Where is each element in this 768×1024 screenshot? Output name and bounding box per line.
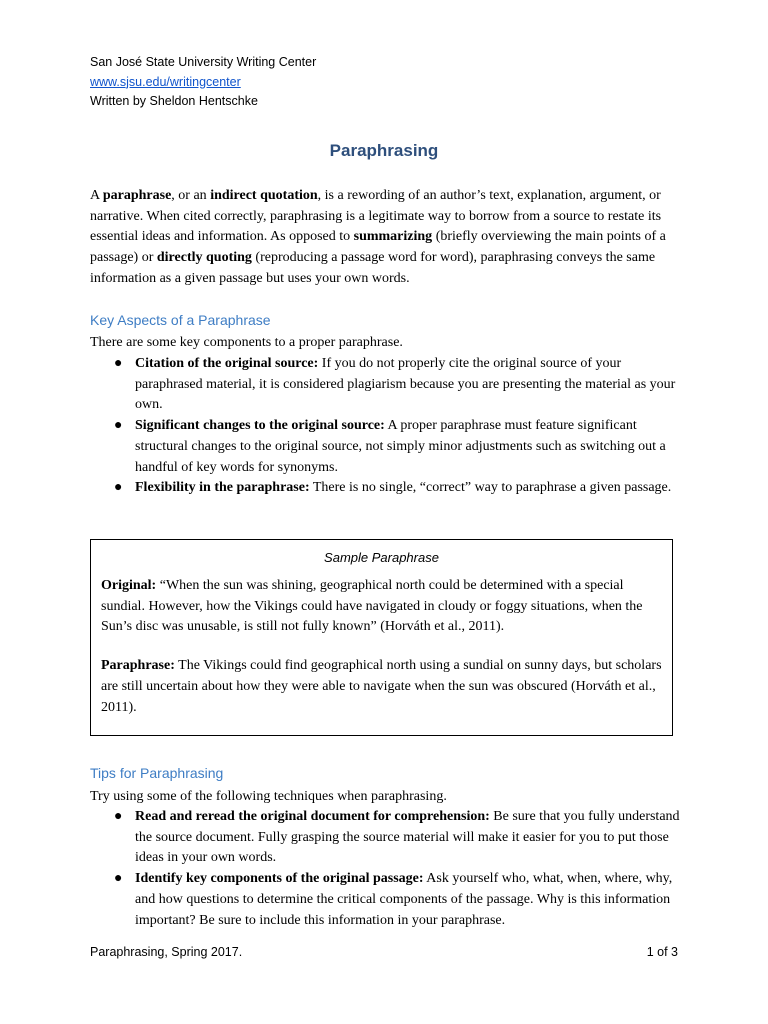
original-quote: Original: “When the sun was shining, geographical north could be determined with a special sundial. However, how the Vikings could have navigated in cloudy or foggy situations, when the Sun’s disc was unusable, is still not fully known” (Horváth et al., 2011).	[101, 578, 643, 635]
key-aspects-heading: Key Aspects of a Paraphrase	[90, 312, 271, 328]
org-name: San José State University Writing Center	[90, 55, 317, 69]
tips-heading: Tips for Paraphrasing	[90, 765, 224, 781]
sample-title: Sample Paraphrase	[324, 550, 439, 565]
bullet-icon: ●	[114, 809, 123, 824]
key-aspects-list	[90, 354, 680, 499]
intro-paragraph: A paraphrase, or an indirect quotation, is a rewording of an author’s text, explanation, argument, or narrative. When cited correctly, paraphrasing is a legitimate way to borrow from a source to restate its essential ideas and information. As opposed to summarizing (briefly overviewing the main points of a passage) or directly quoting (reproducing a passage word for word), paraphrasing conveys the same information as a given passage but uses your own words.	[90, 188, 666, 286]
bullet-icon: ●	[114, 356, 123, 371]
list-item: ● Citation of the original source: If you do not properly cite the original source of your paraphrased material, it is considered plagiarism because you are presenting the material as your own.	[114, 356, 676, 413]
tips-list	[90, 807, 680, 931]
list-item: ● Flexibility in the paraphrase: There is no single, “correct” way to paraphrase a given passage.	[90, 478, 680, 499]
footer-note: Paraphrasing, Spring 2017.	[90, 945, 243, 959]
key-aspects-lead: There are some key components to a proper paraphrase.	[90, 335, 403, 350]
page-number: 1 of 3	[646, 945, 678, 959]
list-item: ● Read and reread the original document for comprehension: Be sure that you fully understand the source document. Fully grasping the source material will make it easier for you to put those ideas in your own words.	[114, 809, 680, 866]
list-item: ● Significant changes to the original source: A proper paraphrase must feature significant structural changes to the original source, not simply minor adjustments such as switching out a handful of key words for synonyms.	[114, 418, 666, 475]
sample-paraphrase-box	[90, 539, 673, 736]
tips-lead: Try using some of the following techniques when paraphrasing.	[90, 789, 447, 804]
document-header	[90, 53, 316, 112]
bullet-icon: ●	[114, 871, 123, 887]
list-item: ● Identify key components of the original passage: Ask yourself who, what, when, where, why, and how questions to determine the critical components of the passage. Why is this information important? Be sure to include this information in your paraphrase.	[114, 871, 673, 928]
bullet-icon: ●	[114, 480, 123, 496]
author-line: Written by Sheldon Hentschke	[90, 94, 258, 108]
bullet-icon: ●	[114, 418, 123, 434]
writing-center-link[interactable]: www.sjsu.edu/writingcenter	[90, 74, 241, 89]
paraphrase-example: Paraphrase: The Vikings could find geographical north using a sundial on sunny days, but scholars are still uncertain about how they were able to navigate when the sun was obscured (Horváth et al., 2011).	[101, 658, 662, 715]
page-title: Paraphrasing	[329, 141, 439, 161]
